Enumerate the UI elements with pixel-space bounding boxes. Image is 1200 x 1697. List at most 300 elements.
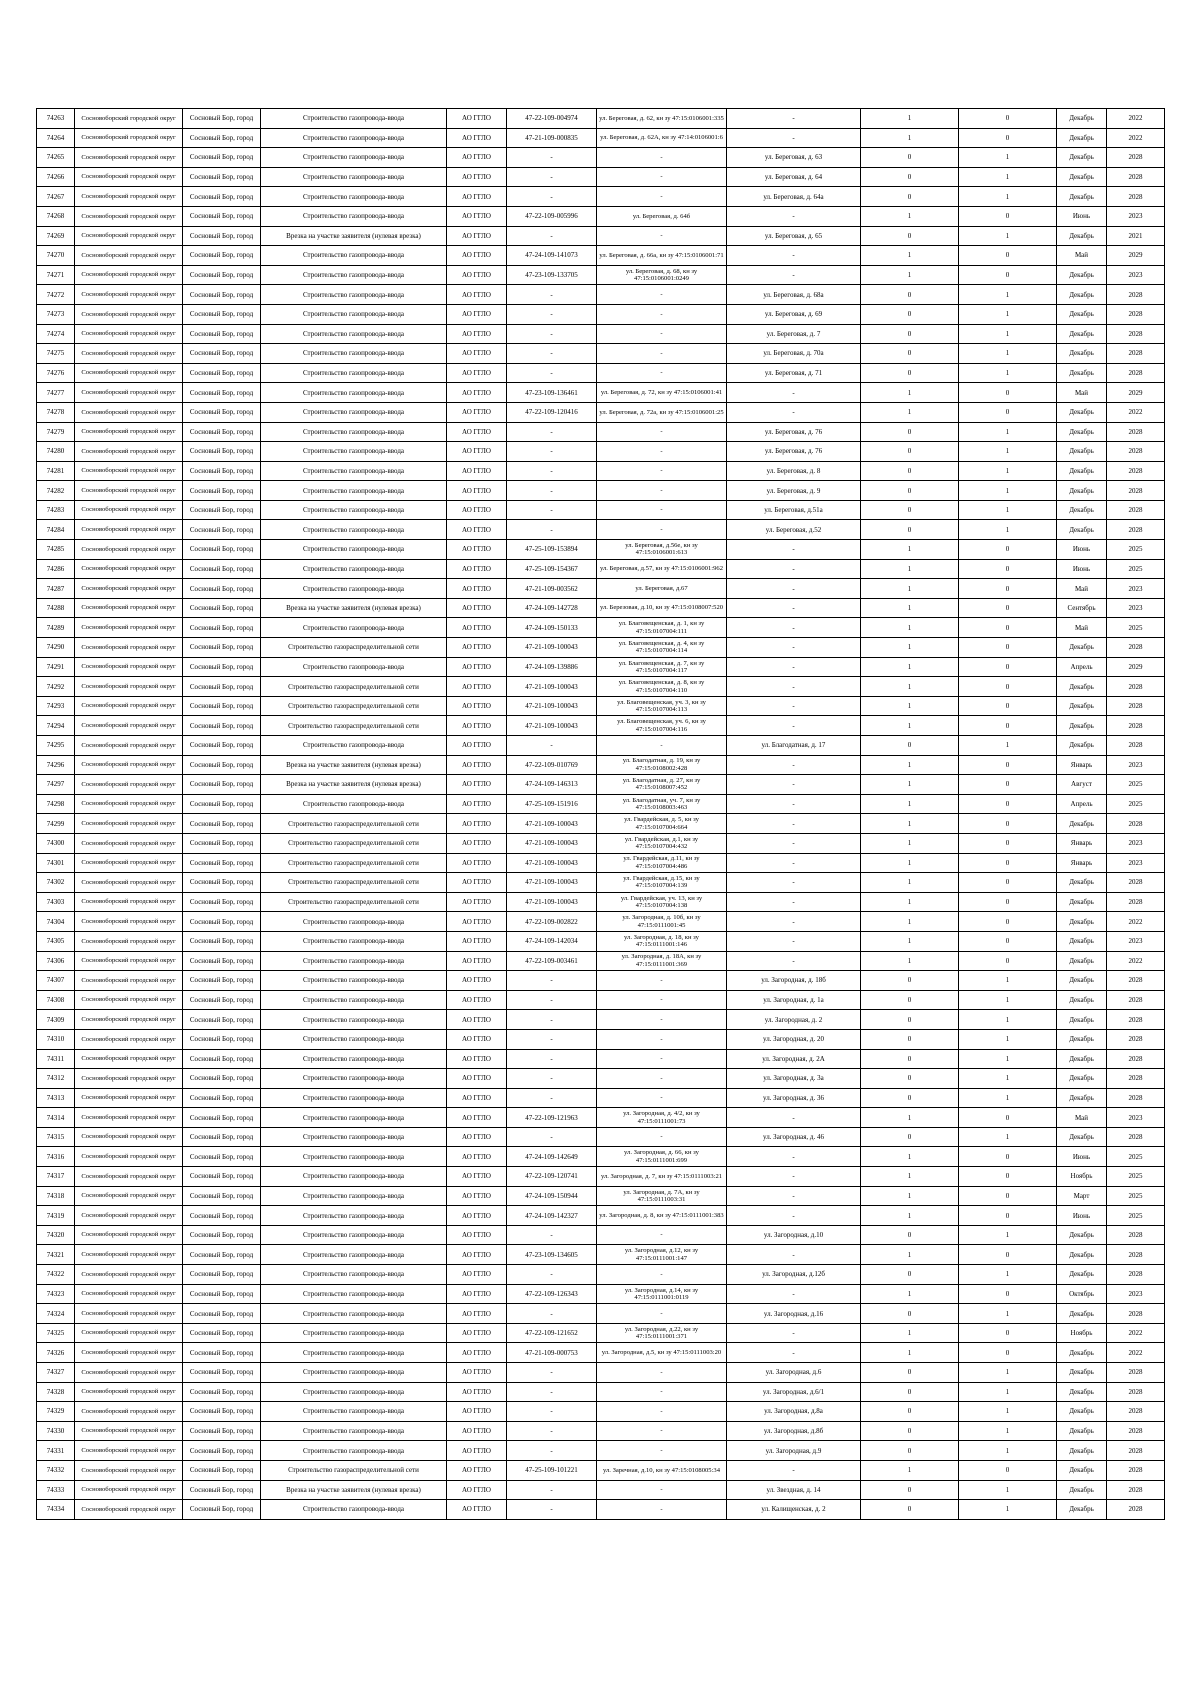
count-planned-cell: 0	[959, 1343, 1057, 1363]
organization-cell: АО ГГЛО	[447, 873, 507, 893]
work-type-cell: Строительство газопровода-ввода	[261, 1167, 447, 1187]
application-number-cell: -	[507, 1500, 597, 1520]
count-planned-cell: 1	[959, 990, 1057, 1010]
year-cell: 2028	[1107, 1029, 1165, 1049]
address-cadastral-cell: -	[597, 736, 727, 756]
address-cell: -	[727, 1323, 861, 1343]
year-cell: 2028	[1107, 304, 1165, 324]
district-cell: Сосновоборский городской округ	[75, 500, 183, 520]
month-cell: Март	[1057, 1186, 1107, 1206]
month-cell: Декабрь	[1057, 677, 1107, 697]
address-cadastral-cell: ул. Гвардейская, д. 5, кн зу 47:15:0107004:664	[597, 814, 727, 834]
application-number-cell: 47-21-109-100043	[507, 853, 597, 873]
month-cell: Декабрь	[1057, 1304, 1107, 1324]
count-planned-cell: 0	[959, 951, 1057, 971]
table-row	[37, 1284, 1165, 1304]
table-row	[37, 1245, 1165, 1265]
address-cell: ул. Береговая, д. 9	[727, 481, 861, 501]
settlement-cell: Сосновый Бор, город	[183, 971, 261, 991]
count-applied-cell: 1	[861, 833, 959, 853]
month-cell: Январь	[1057, 755, 1107, 775]
year-cell: 2028	[1107, 324, 1165, 344]
year-cell: 2028	[1107, 677, 1165, 697]
row-id-cell: 74319	[37, 1206, 75, 1226]
count-planned-cell: 1	[959, 1225, 1057, 1245]
row-id-cell: 74328	[37, 1382, 75, 1402]
settlement-cell: Сосновый Бор, город	[183, 363, 261, 383]
month-cell: Ноябрь	[1057, 1167, 1107, 1187]
application-number-cell: 47-22-109-120741	[507, 1167, 597, 1187]
table-row	[37, 148, 1165, 168]
address-cell: -	[727, 1284, 861, 1304]
row-id-cell: 74326	[37, 1343, 75, 1363]
address-cell: -	[727, 1108, 861, 1128]
work-type-cell: Строительство газопровода-ввода	[261, 383, 447, 403]
district-cell: Сосновоборский городской округ	[75, 1284, 183, 1304]
count-applied-cell: 0	[861, 344, 959, 364]
organization-cell: АО ГГЛО	[447, 128, 507, 148]
settlement-cell: Сосновый Бор, город	[183, 696, 261, 716]
table-row	[37, 677, 1165, 697]
district-cell: Сосновоборский городской округ	[75, 618, 183, 638]
year-cell: 2028	[1107, 187, 1165, 207]
count-planned-cell: 0	[959, 1108, 1057, 1128]
district-cell: Сосновоборский городской округ	[75, 1147, 183, 1167]
application-number-cell: -	[507, 1480, 597, 1500]
count-applied-cell: 0	[861, 990, 959, 1010]
organization-cell: АО ГГЛО	[447, 206, 507, 226]
month-cell: Декабрь	[1057, 461, 1107, 481]
district-cell: Сосновоборский городской округ	[75, 677, 183, 697]
organization-cell: АО ГГЛО	[447, 304, 507, 324]
district-cell: Сосновоборский городской округ	[75, 206, 183, 226]
address-cadastral-cell: -	[597, 363, 727, 383]
settlement-cell: Сосновый Бор, город	[183, 461, 261, 481]
settlement-cell: Сосновый Бор, город	[183, 1323, 261, 1343]
organization-cell: АО ГГЛО	[447, 990, 507, 1010]
work-type-cell: Строительство газопровода-ввода	[261, 481, 447, 501]
month-cell: Декабрь	[1057, 951, 1107, 971]
address-cell: ул. Загородная, д. 20	[727, 1029, 861, 1049]
count-planned-cell: 1	[959, 187, 1057, 207]
work-type-cell: Строительство газопровода-ввода	[261, 1049, 447, 1069]
address-cell: ул. Загородная, д. 2	[727, 1010, 861, 1030]
application-number-cell: -	[507, 1382, 597, 1402]
address-cell: ул. Береговая, д. 8	[727, 461, 861, 481]
organization-cell: АО ГГЛО	[447, 951, 507, 971]
row-id-cell: 74333	[37, 1480, 75, 1500]
application-number-cell: 47-22-109-121963	[507, 1108, 597, 1128]
work-type-cell: Строительство газопровода-ввода	[261, 1206, 447, 1226]
count-applied-cell: 1	[861, 1460, 959, 1480]
count-planned-cell: 0	[959, 1147, 1057, 1167]
settlement-cell: Сосновый Бор, город	[183, 1206, 261, 1226]
settlement-cell: Сосновый Бор, город	[183, 1069, 261, 1089]
work-type-cell: Строительство газораспределительной сети	[261, 814, 447, 834]
work-type-cell: Строительство газопровода-ввода	[261, 971, 447, 991]
work-type-cell: Строительство газопровода-ввода	[261, 363, 447, 383]
application-number-cell: 47-25-109-153894	[507, 540, 597, 560]
count-planned-cell: 1	[959, 304, 1057, 324]
work-type-cell: Строительство газопровода-ввода	[261, 1382, 447, 1402]
row-id-cell: 74271	[37, 265, 75, 285]
row-id-cell: 74277	[37, 383, 75, 403]
settlement-cell: Сосновый Бор, город	[183, 833, 261, 853]
application-number-cell: 47-24-109-150944	[507, 1186, 597, 1206]
month-cell: Декабрь	[1057, 324, 1107, 344]
settlement-cell: Сосновый Бор, город	[183, 559, 261, 579]
organization-cell: АО ГГЛО	[447, 1323, 507, 1343]
address-cadastral-cell: -	[597, 1304, 727, 1324]
year-cell: 2028	[1107, 873, 1165, 893]
month-cell: Июнь	[1057, 206, 1107, 226]
count-planned-cell: 0	[959, 657, 1057, 677]
month-cell: Декабрь	[1057, 1245, 1107, 1265]
table-row	[37, 1323, 1165, 1343]
row-id-cell: 74323	[37, 1284, 75, 1304]
settlement-cell: Сосновый Бор, город	[183, 481, 261, 501]
row-id-cell: 74278	[37, 402, 75, 422]
count-planned-cell: 0	[959, 1245, 1057, 1265]
district-cell: Сосновоборский городской округ	[75, 383, 183, 403]
work-type-cell: Строительство газопровода-ввода	[261, 442, 447, 462]
table-row	[37, 246, 1165, 266]
address-cell: ул. Береговая, д. 63	[727, 148, 861, 168]
table-row	[37, 402, 1165, 422]
month-cell: Декабрь	[1057, 696, 1107, 716]
month-cell: Декабрь	[1057, 912, 1107, 932]
work-type-cell: Строительство газопровода-ввода	[261, 1363, 447, 1383]
work-type-cell: Строительство газопровода-ввода	[261, 187, 447, 207]
count-applied-cell: 1	[861, 402, 959, 422]
district-cell: Сосновоборский городской округ	[75, 638, 183, 658]
work-type-cell: Строительство газопровода-ввода	[261, 304, 447, 324]
row-id-cell: 74294	[37, 716, 75, 736]
year-cell: 2028	[1107, 1500, 1165, 1520]
application-number-cell: 47-21-109-100043	[507, 892, 597, 912]
work-type-cell: Строительство газораспределительной сети	[261, 892, 447, 912]
district-cell: Сосновоборский городской округ	[75, 344, 183, 364]
address-cell: -	[727, 794, 861, 814]
settlement-cell: Сосновый Бор, город	[183, 402, 261, 422]
organization-cell: АО ГГЛО	[447, 1010, 507, 1030]
table-row	[37, 1343, 1165, 1363]
address-cell: -	[727, 1147, 861, 1167]
organization-cell: АО ГГЛО	[447, 422, 507, 442]
address-cadastral-cell: -	[597, 971, 727, 991]
address-cell: -	[727, 1460, 861, 1480]
district-cell: Сосновоборский городской округ	[75, 1265, 183, 1285]
address-cadastral-cell: -	[597, 422, 727, 442]
count-planned-cell: 0	[959, 696, 1057, 716]
work-type-cell: Строительство газопровода-ввода	[261, 1069, 447, 1089]
row-id-cell: 74272	[37, 285, 75, 305]
year-cell: 2028	[1107, 1069, 1165, 1089]
address-cell: ул. Загородная, д. 36	[727, 1088, 861, 1108]
application-number-cell: 47-24-109-142649	[507, 1147, 597, 1167]
organization-cell: АО ГГЛО	[447, 1029, 507, 1049]
count-planned-cell: 1	[959, 344, 1057, 364]
address-cell: ул. Загородная, д.6/1	[727, 1382, 861, 1402]
month-cell: Декабрь	[1057, 167, 1107, 187]
count-applied-cell: 0	[861, 1304, 959, 1324]
district-cell: Сосновоборский городской округ	[75, 148, 183, 168]
month-cell: Май	[1057, 246, 1107, 266]
row-id-cell: 74332	[37, 1460, 75, 1480]
address-cadastral-cell: ул. Загородная, д. 7А, кн зу 47:15:0111003:31	[597, 1186, 727, 1206]
count-applied-cell: 0	[861, 1500, 959, 1520]
settlement-cell: Сосновый Бор, город	[183, 324, 261, 344]
settlement-cell: Сосновый Бор, город	[183, 1480, 261, 1500]
month-cell: Апрель	[1057, 794, 1107, 814]
month-cell: Декабрь	[1057, 638, 1107, 658]
month-cell: Декабрь	[1057, 1029, 1107, 1049]
address-cadastral-cell: -	[597, 1363, 727, 1383]
organization-cell: АО ГГЛО	[447, 1225, 507, 1245]
organization-cell: АО ГГЛО	[447, 167, 507, 187]
year-cell: 2028	[1107, 500, 1165, 520]
year-cell: 2025	[1107, 559, 1165, 579]
row-id-cell: 74310	[37, 1029, 75, 1049]
district-cell: Сосновоборский городской округ	[75, 1206, 183, 1226]
work-type-cell: Строительство газопровода-ввода	[261, 1245, 447, 1265]
year-cell: 2028	[1107, 1402, 1165, 1422]
month-cell: Май	[1057, 618, 1107, 638]
count-planned-cell: 1	[959, 1010, 1057, 1030]
settlement-cell: Сосновый Бор, город	[183, 1049, 261, 1069]
row-id-cell: 74298	[37, 794, 75, 814]
count-applied-cell: 1	[861, 892, 959, 912]
application-number-cell: 47-21-109-100043	[507, 814, 597, 834]
district-cell: Сосновоборский городской округ	[75, 1441, 183, 1461]
address-cell: -	[727, 931, 861, 951]
work-type-cell: Строительство газопровода-ввода	[261, 324, 447, 344]
work-type-cell: Строительство газопровода-ввода	[261, 1441, 447, 1461]
year-cell: 2028	[1107, 1363, 1165, 1383]
organization-cell: АО ГГЛО	[447, 540, 507, 560]
application-number-cell: 47-22-109-120416	[507, 402, 597, 422]
work-type-cell: Строительство газопровода-ввода	[261, 206, 447, 226]
row-id-cell: 74300	[37, 833, 75, 853]
settlement-cell: Сосновый Бор, город	[183, 775, 261, 795]
month-cell: Сентябрь	[1057, 598, 1107, 618]
month-cell: Декабрь	[1057, 520, 1107, 540]
month-cell: Декабрь	[1057, 990, 1107, 1010]
settlement-cell: Сосновый Бор, город	[183, 265, 261, 285]
organization-cell: АО ГГЛО	[447, 1186, 507, 1206]
address-cell: ул. Калищенская, д. 2	[727, 1500, 861, 1520]
work-type-cell: Строительство газопровода-ввода	[261, 1500, 447, 1520]
district-cell: Сосновоборский городской округ	[75, 1108, 183, 1128]
address-cell: -	[727, 892, 861, 912]
row-id-cell: 74311	[37, 1049, 75, 1069]
settlement-cell: Сосновый Бор, город	[183, 814, 261, 834]
count-applied-cell: 0	[861, 1441, 959, 1461]
settlement-cell: Сосновый Бор, город	[183, 1108, 261, 1128]
year-cell: 2028	[1107, 442, 1165, 462]
work-type-cell: Строительство газопровода-ввода	[261, 1010, 447, 1030]
row-id-cell: 74286	[37, 559, 75, 579]
district-cell: Сосновоборский городской округ	[75, 187, 183, 207]
address-cell: -	[727, 638, 861, 658]
application-number-cell: 47-23-109-134605	[507, 1245, 597, 1265]
year-cell: 2028	[1107, 481, 1165, 501]
district-cell: Сосновоборский городской округ	[75, 1167, 183, 1187]
settlement-cell: Сосновый Бор, город	[183, 187, 261, 207]
address-cell: ул. Береговая, д. 68а	[727, 285, 861, 305]
month-cell: Декабрь	[1057, 285, 1107, 305]
count-planned-cell: 1	[959, 736, 1057, 756]
month-cell: Декабрь	[1057, 481, 1107, 501]
address-cell: -	[727, 402, 861, 422]
district-cell: Сосновоборский городской округ	[75, 1323, 183, 1343]
work-type-cell: Врезка на участке заявителя (нулевая врезка)	[261, 598, 447, 618]
year-cell: 2028	[1107, 1049, 1165, 1069]
organization-cell: АО ГГЛО	[447, 1265, 507, 1285]
count-planned-cell: 0	[959, 1460, 1057, 1480]
month-cell: Декабрь	[1057, 187, 1107, 207]
row-id-cell: 74295	[37, 736, 75, 756]
address-cell: -	[727, 128, 861, 148]
district-cell: Сосновоборский городской округ	[75, 324, 183, 344]
district-cell: Сосновоборский городской округ	[75, 755, 183, 775]
count-applied-cell: 1	[861, 755, 959, 775]
settlement-cell: Сосновый Бор, город	[183, 1265, 261, 1285]
application-number-cell: 47-21-109-100043	[507, 677, 597, 697]
work-type-cell: Врезка на участке заявителя (нулевая врезка)	[261, 1480, 447, 1500]
organization-cell: АО ГГЛО	[447, 1088, 507, 1108]
count-applied-cell: 1	[861, 873, 959, 893]
year-cell: 2028	[1107, 971, 1165, 991]
application-number-cell: 47-24-109-139886	[507, 657, 597, 677]
address-cadastral-cell: ул. Благовещенская, д. 1, кн зу 47:15:0107004:111	[597, 618, 727, 638]
row-id-cell: 74296	[37, 755, 75, 775]
count-applied-cell: 0	[861, 1069, 959, 1089]
address-cadastral-cell: -	[597, 1265, 727, 1285]
count-planned-cell: 0	[959, 206, 1057, 226]
district-cell: Сосновоборский городской округ	[75, 1069, 183, 1089]
district-cell: Сосновоборский городской округ	[75, 1500, 183, 1520]
year-cell: 2028	[1107, 363, 1165, 383]
count-planned-cell: 1	[959, 324, 1057, 344]
count-planned-cell: 1	[959, 422, 1057, 442]
gasification-table	[36, 108, 1165, 1520]
address-cadastral-cell: ул. Береговая, д. 68, кн зу 47:15:0106001:0249	[597, 265, 727, 285]
year-cell: 2028	[1107, 736, 1165, 756]
application-number-cell: -	[507, 1069, 597, 1089]
address-cell: -	[727, 1186, 861, 1206]
row-id-cell: 74334	[37, 1500, 75, 1520]
count-planned-cell: 1	[959, 1127, 1057, 1147]
settlement-cell: Сосновый Бор, город	[183, 1500, 261, 1520]
settlement-cell: Сосновый Бор, город	[183, 638, 261, 658]
address-cadastral-cell: ул. Гвардейская, д.11, кн зу 47:15:0107004:486	[597, 853, 727, 873]
row-id-cell: 74301	[37, 853, 75, 873]
table-row	[37, 363, 1165, 383]
count-applied-cell: 0	[861, 1010, 959, 1030]
row-id-cell: 74265	[37, 148, 75, 168]
year-cell: 2023	[1107, 1284, 1165, 1304]
count-planned-cell: 1	[959, 285, 1057, 305]
year-cell: 2028	[1107, 1304, 1165, 1324]
settlement-cell: Сосновый Бор, город	[183, 736, 261, 756]
month-cell: Декабрь	[1057, 1049, 1107, 1069]
address-cadastral-cell: -	[597, 1225, 727, 1245]
settlement-cell: Сосновый Бор, город	[183, 892, 261, 912]
district-cell: Сосновоборский городской округ	[75, 1245, 183, 1265]
count-applied-cell: 0	[861, 1049, 959, 1069]
count-applied-cell: 1	[861, 1186, 959, 1206]
row-id-cell: 74313	[37, 1088, 75, 1108]
month-cell: Декабрь	[1057, 892, 1107, 912]
settlement-cell: Сосновый Бор, город	[183, 618, 261, 638]
address-cadastral-cell: ул. Загородная, д. 8, кн зу 47:15:0111001:383	[597, 1206, 727, 1226]
year-cell: 2028	[1107, 461, 1165, 481]
table-row	[37, 226, 1165, 246]
count-applied-cell: 0	[861, 481, 959, 501]
settlement-cell: Сосновый Бор, город	[183, 285, 261, 305]
count-planned-cell: 0	[959, 912, 1057, 932]
address-cadastral-cell: ул. Благодатная, д. 19, кн зу 47:15:0108002:428	[597, 755, 727, 775]
row-id-cell: 74308	[37, 990, 75, 1010]
organization-cell: АО ГГЛО	[447, 1500, 507, 1520]
year-cell: 2025	[1107, 540, 1165, 560]
count-applied-cell: 1	[861, 1108, 959, 1128]
address-cadastral-cell: -	[597, 500, 727, 520]
address-cell: ул. Загородная, д.9	[727, 1441, 861, 1461]
year-cell: 2028	[1107, 716, 1165, 736]
count-planned-cell: 0	[959, 383, 1057, 403]
address-cadastral-cell: -	[597, 520, 727, 540]
row-id-cell: 74292	[37, 677, 75, 697]
district-cell: Сосновоборский городской округ	[75, 1460, 183, 1480]
district-cell: Сосновоборский городской округ	[75, 716, 183, 736]
count-planned-cell: 1	[959, 1049, 1057, 1069]
table-row	[37, 1460, 1165, 1480]
count-applied-cell: 1	[861, 794, 959, 814]
application-number-cell: -	[507, 1049, 597, 1069]
month-cell: Декабрь	[1057, 1225, 1107, 1245]
address-cadastral-cell: ул. Загородная, д.5, кн зу 47:15:0111003:20	[597, 1343, 727, 1363]
address-cell: ул. Береговая, д. 64	[727, 167, 861, 187]
year-cell: 2025	[1107, 794, 1165, 814]
month-cell: Декабрь	[1057, 109, 1107, 129]
address-cadastral-cell: ул. Загородная, д.14, кн зу 47:15:0111001:0119	[597, 1284, 727, 1304]
year-cell: 2028	[1107, 1480, 1165, 1500]
address-cell: ул. Береговая, д.51а	[727, 500, 861, 520]
application-number-cell: 47-24-109-146313	[507, 775, 597, 795]
application-number-cell: -	[507, 344, 597, 364]
application-number-cell: 47-25-109-151916	[507, 794, 597, 814]
month-cell: Октябрь	[1057, 1284, 1107, 1304]
application-number-cell: -	[507, 1441, 597, 1461]
count-planned-cell: 0	[959, 931, 1057, 951]
address-cadastral-cell: -	[597, 1029, 727, 1049]
address-cadastral-cell: ул. Благовещенская, д. 4, кн зу 47:15:0107004:114	[597, 638, 727, 658]
organization-cell: АО ГГЛО	[447, 1206, 507, 1226]
settlement-cell: Сосновый Бор, город	[183, 1304, 261, 1324]
year-cell: 2021	[1107, 226, 1165, 246]
application-number-cell: -	[507, 148, 597, 168]
address-cell: ул. Береговая, д. 69	[727, 304, 861, 324]
month-cell: Май	[1057, 383, 1107, 403]
month-cell: Декабрь	[1057, 1402, 1107, 1422]
application-number-cell: -	[507, 971, 597, 991]
row-id-cell: 74274	[37, 324, 75, 344]
settlement-cell: Сосновый Бор, город	[183, 1343, 261, 1363]
settlement-cell: Сосновый Бор, город	[183, 109, 261, 129]
organization-cell: АО ГГЛО	[447, 500, 507, 520]
